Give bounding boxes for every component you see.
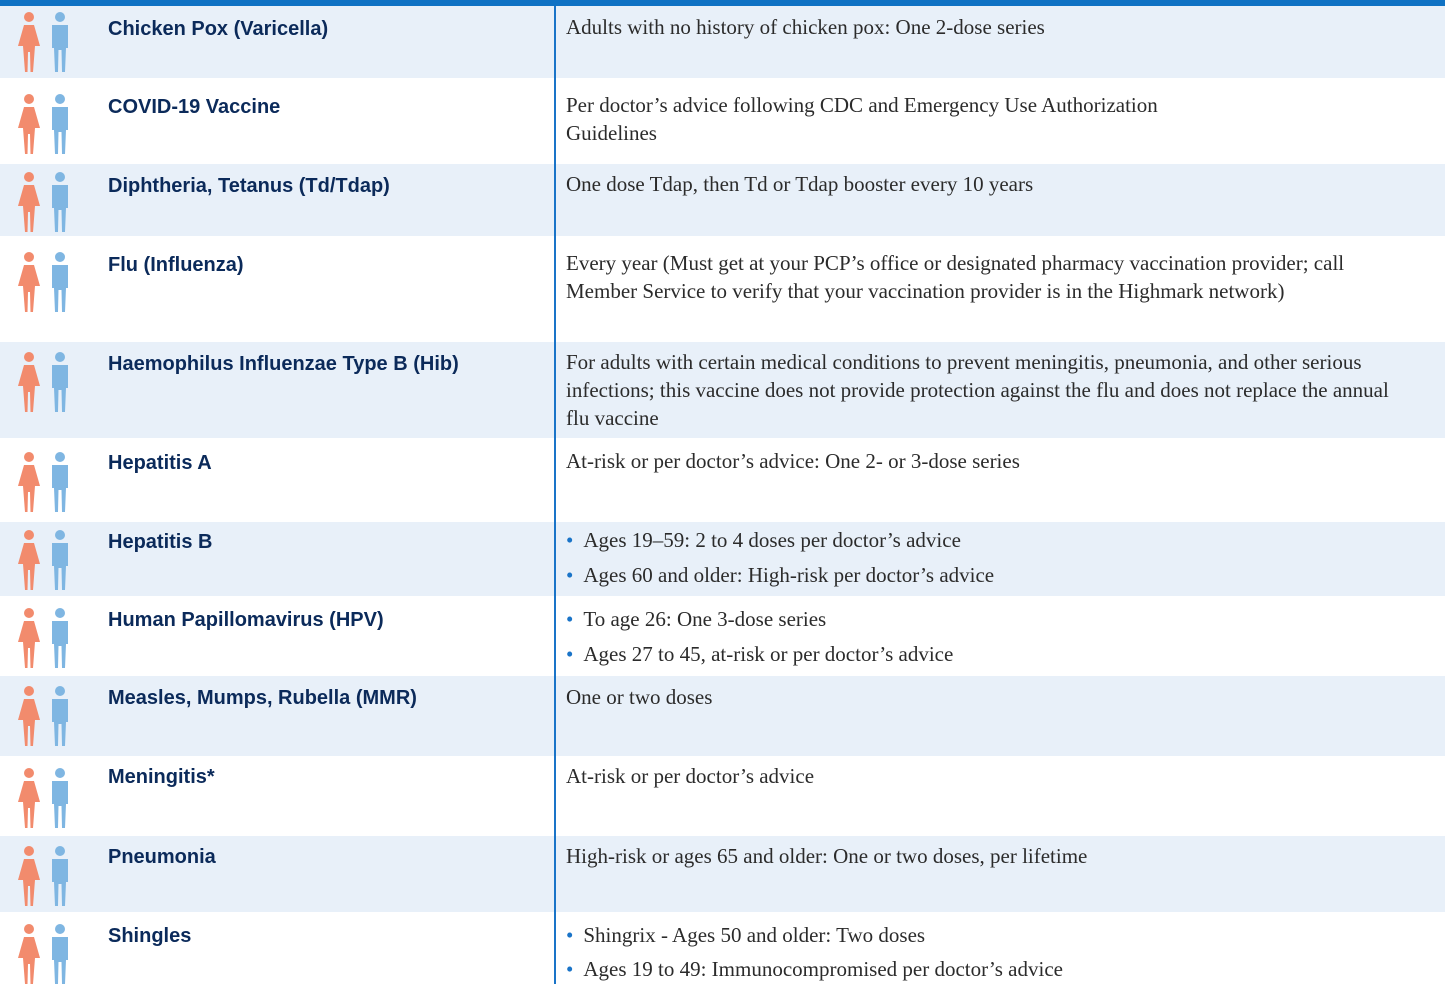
vaccine-name: Human Papillomavirus (HPV) [108, 609, 384, 631]
vaccine-schedule: One or two doses [566, 685, 713, 709]
female-male-icon [16, 846, 72, 906]
bullet-text: To age 26: One 3-dose series [583, 607, 827, 631]
column-divider [554, 6, 556, 984]
schedule-bullet [566, 921, 925, 949]
female-male-icon [16, 924, 72, 984]
vaccine-schedule: One dose Tdap, then Td or Tdap booster every 10 years [566, 172, 1034, 196]
vaccine-schedule: For adults with certain medical conditions to prevent meningitis, pneumonia, and other serious infections; this vaccine does not provide protection against the flu and does not replace the annual flu vaccine [566, 350, 1389, 430]
vaccine-name: COVID-19 Vaccine [108, 96, 281, 118]
vaccine-schedule: High-risk or ages 65 and older: One or two doses, per lifetime [566, 844, 1088, 868]
female-male-icon [16, 608, 72, 668]
vaccine-schedule: At-risk or per doctor’s advice: One 2- or 3-dose series [566, 449, 1020, 473]
female-male-icon [16, 12, 72, 72]
female-male-icon [16, 452, 72, 512]
female-male-icon [16, 352, 72, 412]
female-male-icon [16, 94, 72, 154]
vaccine-name: Pneumonia [108, 846, 216, 868]
female-male-icon [16, 252, 72, 312]
female-male-icon [16, 686, 72, 746]
female-male-icon [16, 172, 72, 232]
schedule-bullet [566, 526, 961, 554]
bullet-text: Shingrix - Ages 50 and older: Two doses [583, 923, 926, 947]
schedule-bullet [566, 955, 1063, 983]
female-male-icon [16, 530, 72, 590]
bullet-icon: • [566, 528, 574, 552]
bullet-icon: • [566, 923, 574, 947]
schedule-bullet [566, 640, 953, 668]
vaccine-name: Diphtheria, Tetanus (Td/Tdap) [108, 175, 390, 197]
vaccine-name: Measles, Mumps, Rubella (MMR) [108, 687, 417, 709]
schedule-bullet [566, 605, 826, 633]
female-male-icon [16, 768, 72, 828]
schedule-bullet [566, 561, 994, 589]
bullet-icon: • [566, 563, 574, 587]
vaccine-schedule: Adults with no history of chicken pox: One 2-dose series [566, 15, 1045, 39]
bullet-text: Ages 60 and older: High-risk per doctor’s advice [583, 563, 995, 587]
vaccine-schedule: At-risk or per doctor’s advice [566, 764, 815, 788]
vaccine-schedule: Per doctor’s advice following CDC and Emergency Use Authorization Guidelines [566, 93, 1158, 145]
bullet-text: Ages 27 to 45, at-risk or per doctor’s advice [583, 642, 954, 666]
bullet-text: Ages 19–59: 2 to 4 doses per doctor’s advice [583, 528, 961, 552]
bullet-icon: • [566, 607, 574, 631]
vaccine-name: Shingles [108, 925, 192, 947]
vaccine-name: Hepatitis A [108, 452, 212, 474]
vaccine-name: Meningitis* [108, 766, 215, 788]
vaccine-name: Haemophilus Influenzae Type B (Hib) [108, 353, 459, 375]
bullet-text: Ages 19 to 49: Immunocompromised per doctor’s advice [583, 957, 1063, 981]
bullet-icon: • [566, 957, 574, 981]
vaccine-name: Chicken Pox (Varicella) [108, 18, 329, 40]
vaccine-schedule: Every year (Must get at your PCP’s office or designated pharmacy vaccination provider; call Member Service to verify that your vaccination provider is in the Highmark network) [566, 251, 1345, 303]
vaccine-name: Flu (Influenza) [108, 254, 244, 276]
vaccine-name: Hepatitis B [108, 531, 213, 553]
bullet-icon: • [566, 642, 574, 666]
